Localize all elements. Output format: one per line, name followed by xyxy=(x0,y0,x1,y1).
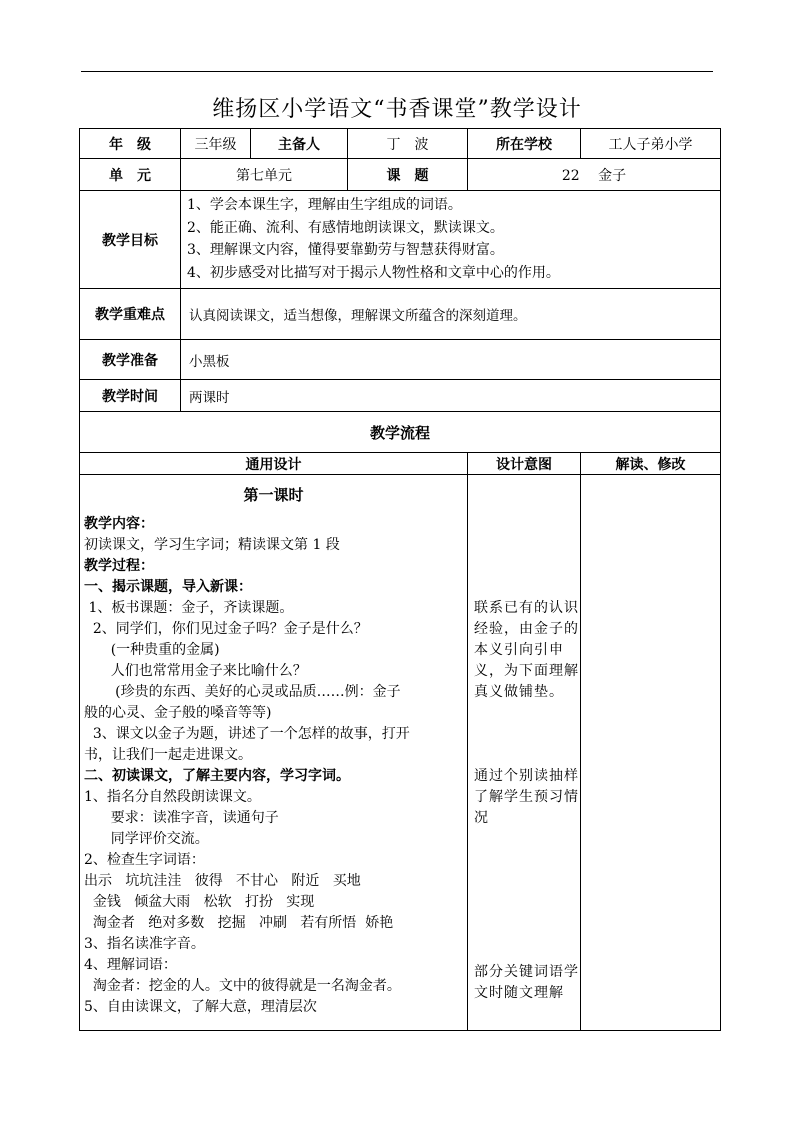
process-line: 般的心灵、金子般的嗓音等等) xyxy=(84,705,272,721)
preparation-value: 小黑板 xyxy=(181,340,721,380)
process-line: 人们也常常用金子来比喻什么？ xyxy=(84,663,307,679)
duration-row xyxy=(80,380,721,412)
intent-note: 联系已有的认识经验，由金子的本义引向引申义，为下面理解真义做铺垫。 xyxy=(474,600,579,700)
process-line: 5、自由读课文，了解大意，理清层次 xyxy=(84,999,317,1015)
lesson-title: 第一课时 xyxy=(243,486,304,504)
info-row-grade xyxy=(80,129,721,159)
goals-row xyxy=(80,191,721,289)
key-points-label: 教学重难点 xyxy=(80,289,181,340)
process-line: (一种贵重的金属) xyxy=(84,642,220,658)
content-heading: 教学内容： xyxy=(84,516,154,532)
process-heading: 教学过程： xyxy=(84,558,154,574)
process-line: 2、检查生字词语： xyxy=(84,852,205,868)
intent-note: 部分关键词语学文时随文理解 xyxy=(474,964,579,1001)
goal-item: 2、能正确、流利、有感情地朗读课文，默读课文。 xyxy=(187,219,504,236)
key-points-row xyxy=(80,289,721,340)
flow-header-row xyxy=(80,453,721,475)
process-line: 1、指名分自然段朗读课文。 xyxy=(84,789,261,805)
header-rule xyxy=(81,71,713,72)
general-design-cell xyxy=(80,475,468,1031)
goals-label: 教学目标 xyxy=(80,191,181,289)
intent-note: 通过个别读抽样了解学生预习情况 xyxy=(474,768,579,826)
process-line: 3、课文以金子为题，讲述了一个怎样的故事，打开 xyxy=(84,726,410,742)
process-line: 金钱 倾盆大雨 松软 打扮 实现 xyxy=(84,894,315,910)
key-points-value: 认真阅读课文，适当想像，理解课文所蕴含的深刻道理。 xyxy=(181,289,721,340)
process-line: 2、同学们，你们见过金子吗？金子是什么？ xyxy=(84,621,368,637)
school-value: 工人子弟小学 xyxy=(581,129,721,159)
preparation-row xyxy=(80,340,721,380)
process-line: 淘金者 绝对多数 挖掘 冲刷 若有所悟 娇艳 xyxy=(84,915,394,931)
info-row-unit xyxy=(80,159,721,191)
page-title: 维扬区小学语文“书香课堂”教学设计 xyxy=(212,97,582,122)
process-line: 书，让我们一起走进课文。 xyxy=(84,747,252,763)
col-intent-header: 设计意图 xyxy=(468,453,581,475)
col-revise-header: 解读、修改 xyxy=(581,453,721,475)
unit-value: 第七单元 xyxy=(181,159,348,191)
process-line: 要求：读准字音，读通句子 xyxy=(84,810,279,826)
process-line: 4、理解词语： xyxy=(84,957,177,973)
process-line: 淘金者：挖金的人。文中的彼得就是一名淘金者。 xyxy=(84,978,401,994)
duration-value: 两课时 xyxy=(181,380,721,412)
lesson-label: 课 题 xyxy=(348,159,468,191)
goal-item: 3、理解课文内容，懂得要靠勤劳与智慧获得财富。 xyxy=(187,242,504,258)
lesson-body-row xyxy=(80,475,721,1031)
goal-item: 4、初步感受对比描写对于揭示人物性格和文章中心的作用。 xyxy=(187,264,560,281)
process-line: 出示 坑坑洼洼 彼得 不甘心 附近 买地 xyxy=(84,873,361,889)
goal-item: 1、学会本课生字，理解由生字组成的词语。 xyxy=(187,197,462,213)
section-heading: 二、初读课文，了解主要内容，学习字词。 xyxy=(84,768,350,784)
unit-label: 单 元 xyxy=(80,159,181,191)
preparation-label: 教学准备 xyxy=(80,340,181,380)
lesson-value: 22 金子 xyxy=(468,159,721,191)
grade-value: 三年级 xyxy=(181,129,251,159)
design-intent-cell xyxy=(468,475,581,1031)
preparer-label: 主备人 xyxy=(251,129,348,159)
revision-notes-cell xyxy=(581,475,721,1031)
flow-title: 教学流程 xyxy=(80,412,721,453)
section-heading: 一、揭示课题，导入新课： xyxy=(84,579,252,595)
school-label: 所在学校 xyxy=(468,129,581,159)
process-line: 同学评价交流。 xyxy=(84,831,209,847)
flow-title-row xyxy=(80,412,721,453)
lesson-plan-table xyxy=(79,128,721,1031)
duration-label: 教学时间 xyxy=(80,380,181,412)
process-line: 1、板书课题：金子，齐读课题。 xyxy=(84,600,294,616)
process-line: 3、指名读准字音。 xyxy=(84,936,205,952)
process-line: (珍贵的东西、美好的心灵或品质……例：金子 xyxy=(84,684,401,700)
col-general-header: 通用设计 xyxy=(80,453,468,475)
goals-list xyxy=(181,191,721,289)
content-text: 初读课文，学习生字词；精读课文第 1 段 xyxy=(84,537,340,553)
grade-label: 年 级 xyxy=(80,129,181,159)
preparer-value: 丁 波 xyxy=(348,129,468,159)
